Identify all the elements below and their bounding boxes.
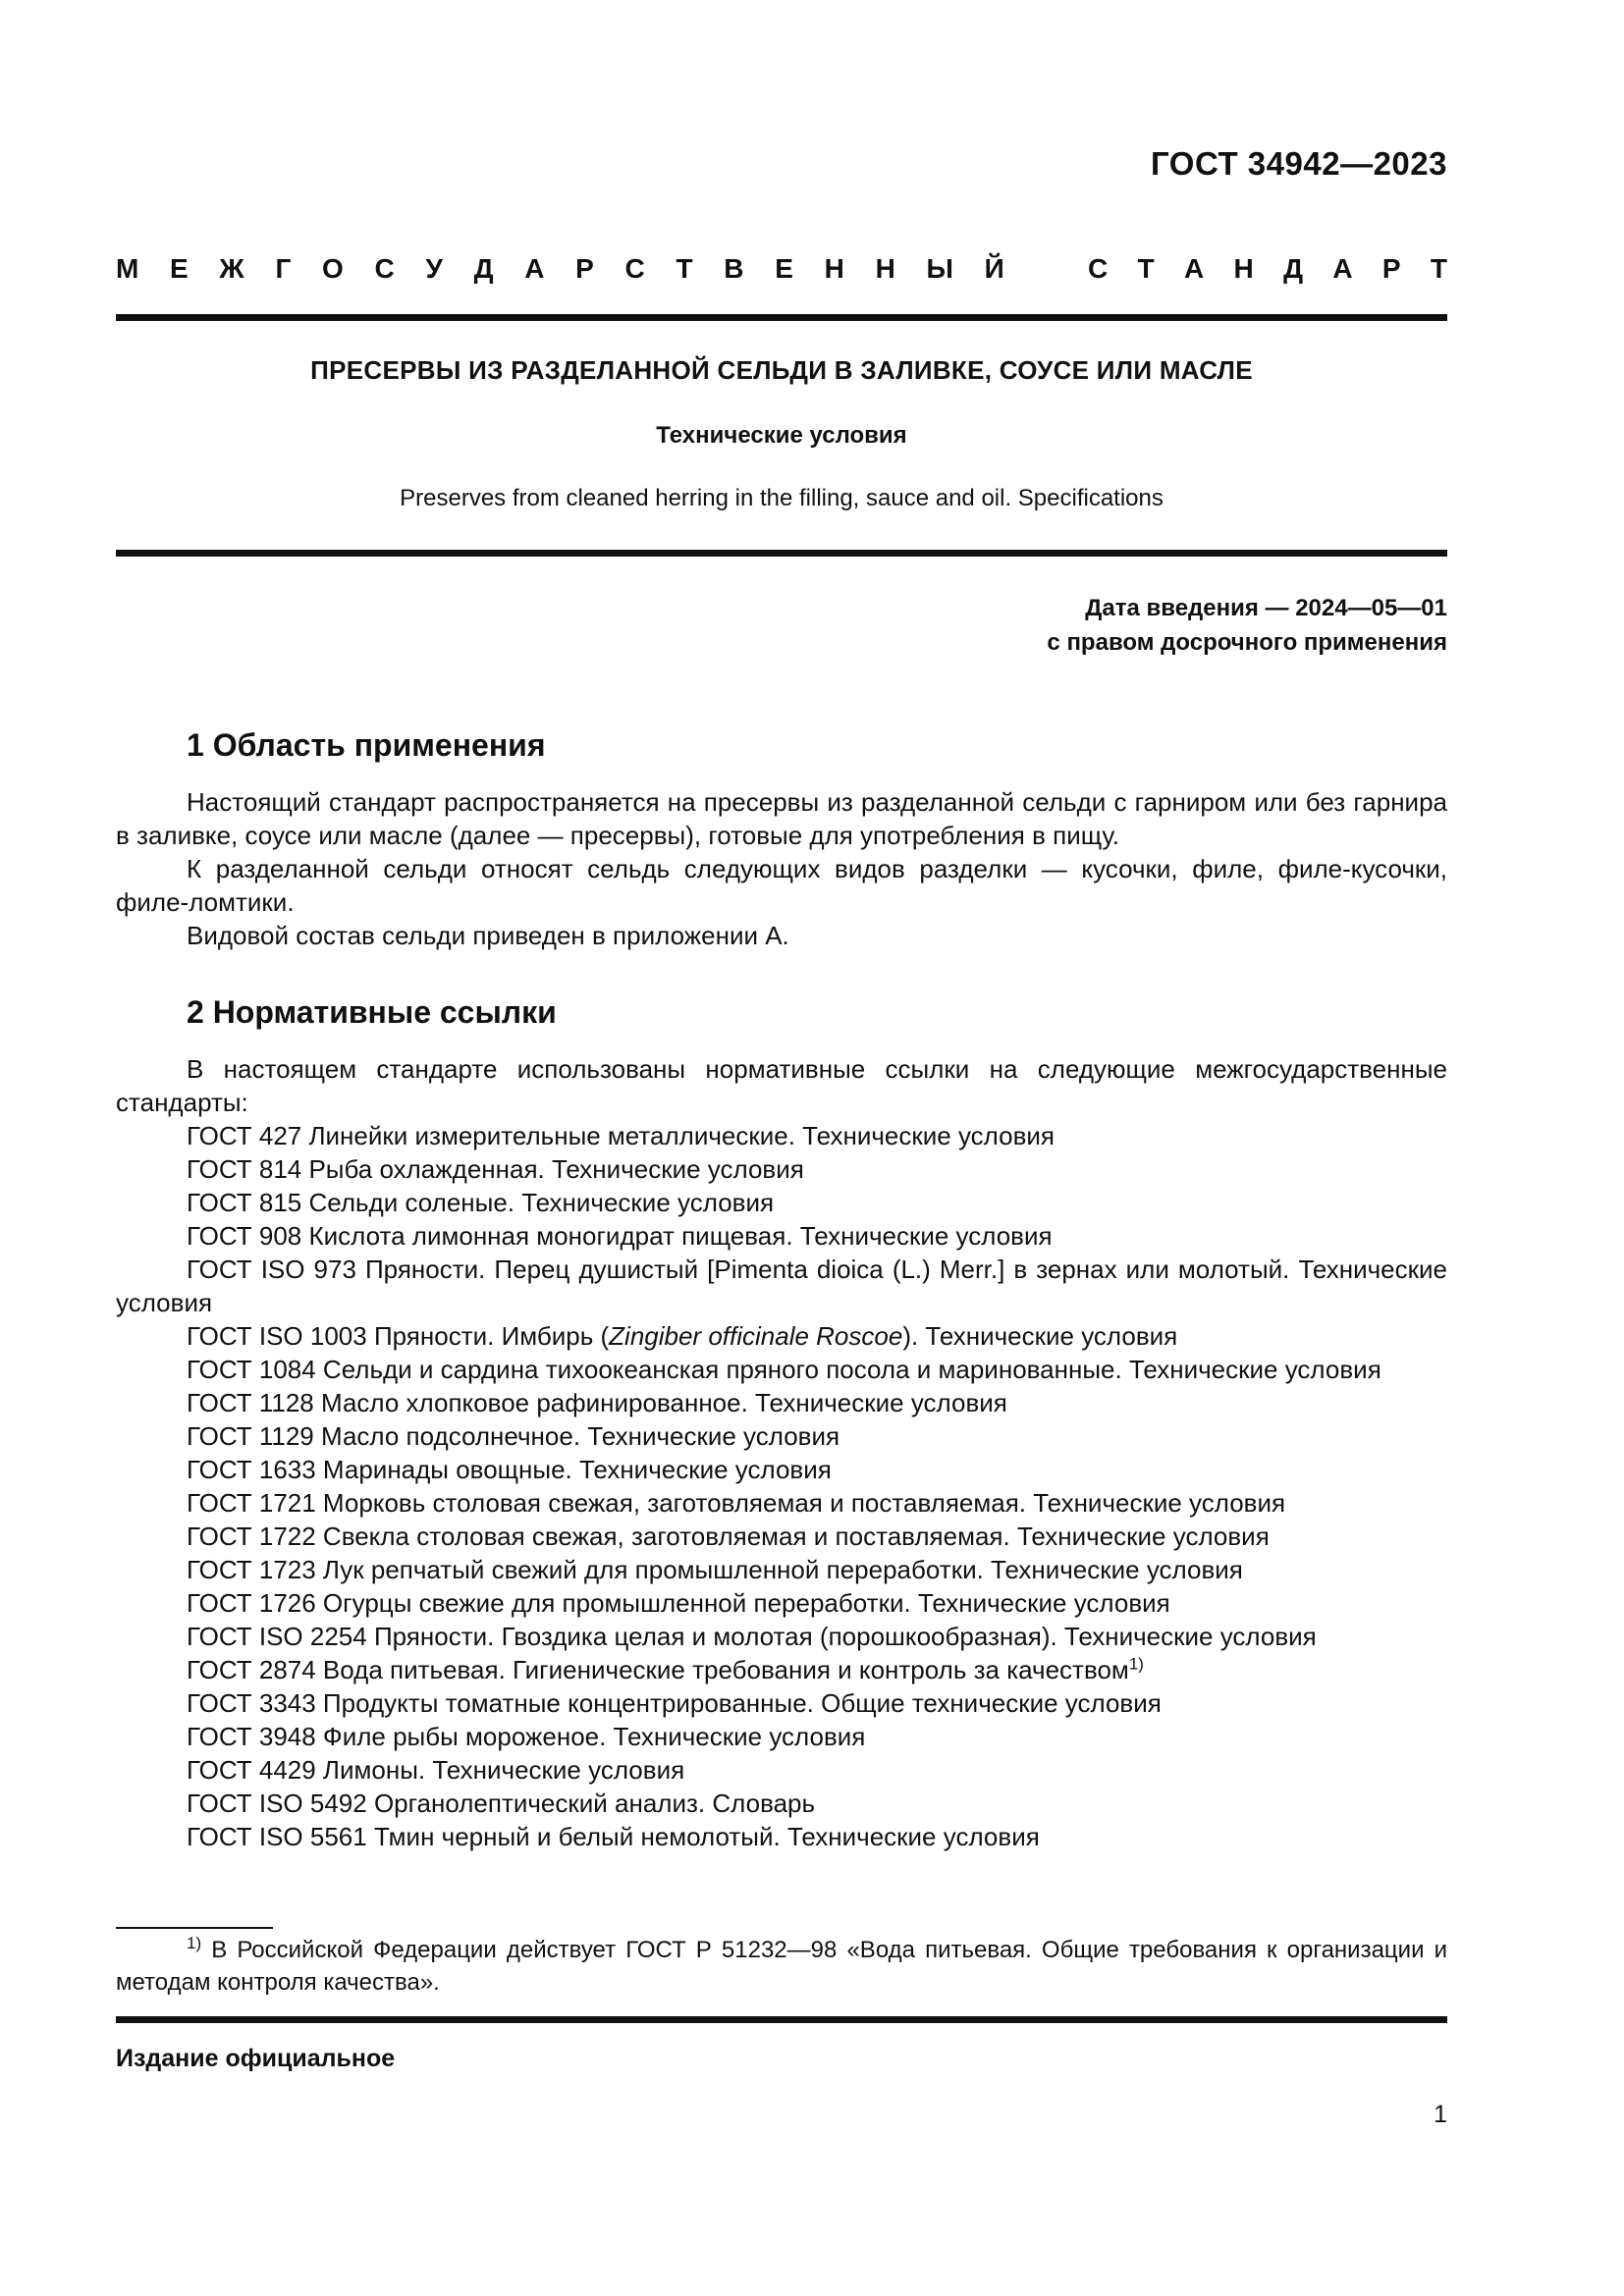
reference-item: ГОСТ 427 Линейки измерительные металлические. Технические условия <box>187 1121 1055 1150</box>
standard-number: ГОСТ 34942—2023 <box>1151 145 1447 182</box>
reference-item: ГОСТ 1721 Морковь столовая свежая, заготовляемая и поставляемая. Технические условия <box>187 1488 1286 1518</box>
document-subtitle: Технические условия <box>656 422 907 449</box>
footnote-marker: 1) <box>187 1934 202 1952</box>
section-2 <box>116 995 1447 1853</box>
reference-item: ГОСТ ISO 1003 Пряности. Имбирь (Zingiber officinale Roscoe). Технические условия <box>187 1321 1178 1351</box>
reference-item: ГОСТ 1128 Масло хлопковое рафинированное. Технические условия <box>187 1388 1007 1417</box>
reference-item: ГОСТ ISO 973 Пряности. Перец душистый [Pimenta dioica (L.) Merr.] в зернах или молотый. Технические условия <box>116 1255 1447 1317</box>
english-title: Preserves from cleaned herring in the filling, sauce and oil. Specifications <box>400 485 1164 511</box>
footnote-marker: 1) <box>1128 1654 1144 1674</box>
reference-item: ГОСТ ISO 2254 Пряности. Гвоздика целая и молотая (порошкообразная). Технические условия <box>187 1622 1317 1651</box>
reference-item: ГОСТ 4429 Лимоны. Технические условия <box>187 1755 685 1785</box>
banner-word-interstate: М Е Ж Г О С У Д А Р С Т В Е Н Н Ы Й <box>116 253 1004 284</box>
reference-item: ГОСТ 1726 Огурцы свежие для промышленной переработки. Технические условия <box>187 1588 1170 1618</box>
reference-item: ГОСТ 1723 Лук репчатый свежий для промышленной переработки. Технические условия <box>187 1555 1243 1584</box>
footer-rule <box>116 2016 1447 2023</box>
reference-item: ГОСТ 3948 Филе рыбы мороженое. Технические условия <box>187 1722 866 1751</box>
reference-item: ГОСТ 1633 Маринады овощные. Технические условия <box>187 1455 832 1484</box>
standard-banner <box>116 253 1447 285</box>
page-number: 1 <box>1434 2101 1447 2128</box>
banner-word-standard: С Т А Н Д А Р Т <box>1088 253 1447 284</box>
reference-item: ГОСТ 814 Рыба охлажденная. Технические условия <box>187 1154 804 1184</box>
introduction-date: Дата введения — 2024—05—01 <box>1085 595 1447 621</box>
reference-item: ГОСТ 1084 Сельди и сардина тихоокеанская пряного посола и маринованные. Технические условия <box>187 1355 1381 1384</box>
reference-item: ГОСТ ISO 5492 Органолептический анализ. Словарь <box>187 1789 816 1818</box>
reference-item: ГОСТ 2874 Вода питьевая. Гигиенические требования и контроль за качеством$^{1)}$ <box>187 1654 1144 1684</box>
early-application-note: с правом досрочного применения <box>1047 629 1447 656</box>
reference-item: ГОСТ ISO 5561 Тмин черный и белый немолотый. Технические условия <box>187 1822 1040 1851</box>
reference-item: ГОСТ 1722 Свекла столовая свежая, заготовляемая и поставляемая. Технические условия <box>187 1522 1270 1551</box>
reference-item: ГОСТ 908 Кислота лимонная моногидрат пищевая. Технические условия <box>187 1221 1053 1251</box>
section-1 <box>116 728 1447 952</box>
section-heading: 1 Область применения <box>187 727 546 763</box>
paragraph: К разделанной сельди относят сельдь следующих видов разделки — кусочки, филе, филе-кусочки, филе-ломтики. <box>116 854 1447 917</box>
footnote-separator <box>116 1927 273 1929</box>
reference-item: ГОСТ 815 Сельди соленые. Технические условия <box>187 1188 775 1217</box>
document-title: ПРЕСЕРВЫ ИЗ РАЗДЕЛАННОЙ СЕЛЬДИ В ЗАЛИВКЕ, СОУСЕ ИЛИ МАСЛЕ <box>310 355 1253 385</box>
reference-item: ГОСТ 1129 Масло подсолнечное. Технические условия <box>187 1421 840 1451</box>
official-edition-label: Издание официальное <box>116 2045 396 2072</box>
footnote-text: В Российской Федерации действует ГОСТ Р 51232—98 «Вода питьевая. Общие требования к организации и методам контроля качества». <box>116 1937 1447 1996</box>
paragraph: В настоящем стандарте использованы нормативные ссылки на следующие межгосударственные стандарты: <box>116 1054 1447 1117</box>
footnote <box>116 1934 1447 1999</box>
introduction-date-block <box>1047 591 1447 660</box>
title-rule <box>116 550 1447 557</box>
section-heading: 2 Нормативные ссылки <box>187 994 557 1030</box>
header-rule <box>116 314 1447 321</box>
paragraph: Видовой состав сельди приведен в приложении А. <box>187 921 789 950</box>
paragraph: Настоящий стандарт распространяется на пресервы из разделанной сельди с гарниром или без гарнира в заливке, соусе или масле (далее — пресервы), готовые для употребления в пищу. <box>116 787 1447 850</box>
reference-item: ГОСТ 3343 Продукты томатные концентрированные. Общие технические условия <box>187 1688 1162 1718</box>
